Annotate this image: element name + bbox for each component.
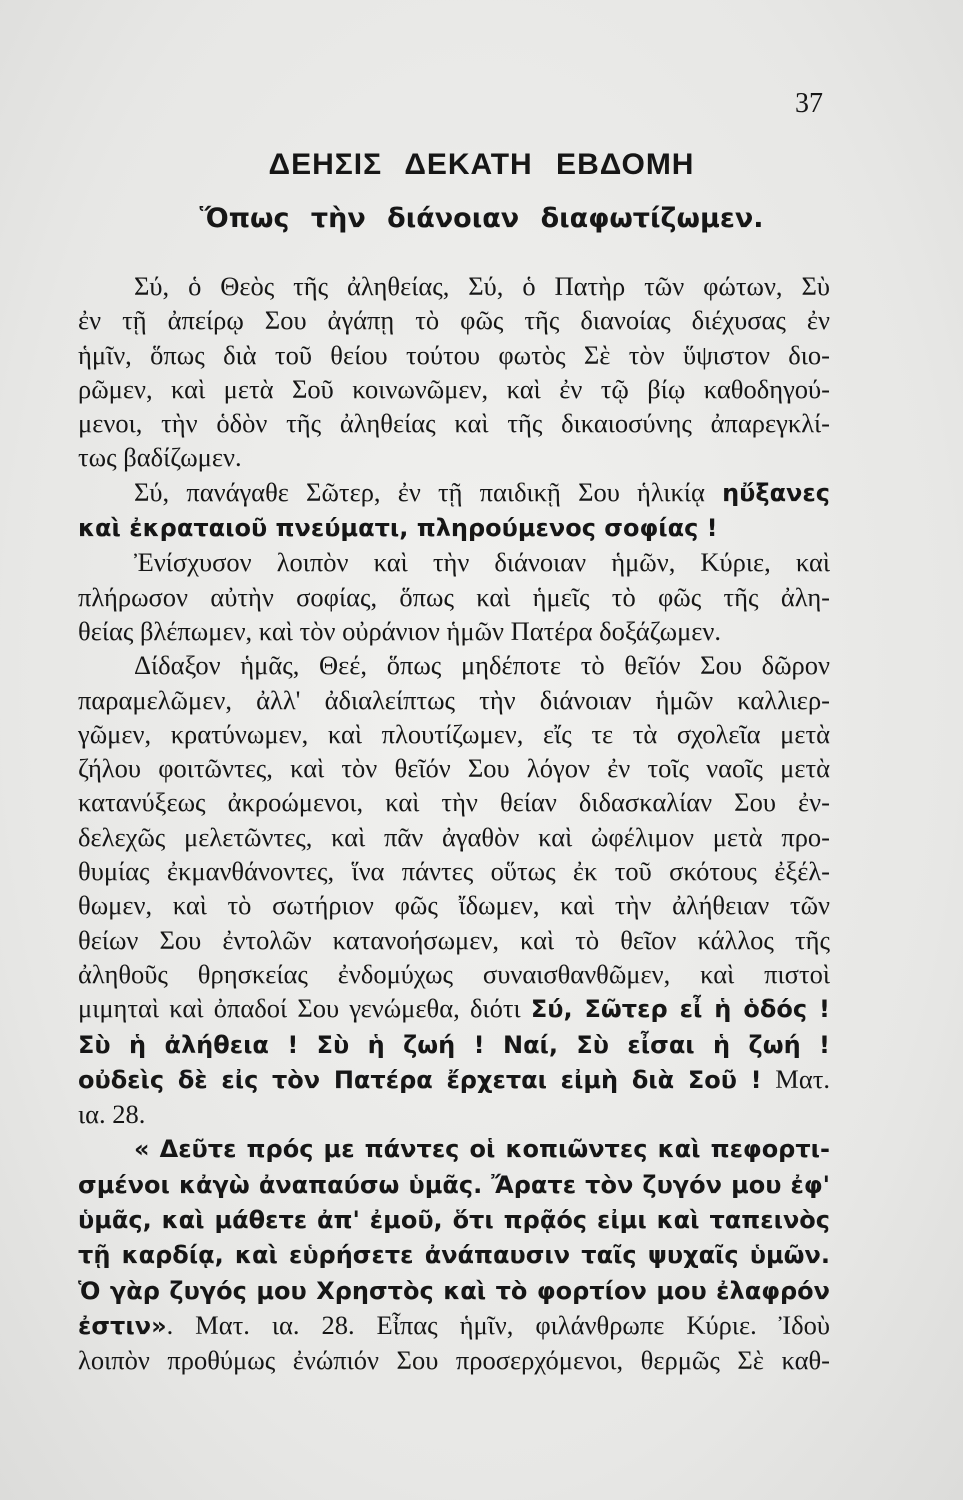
text-line: [78, 957, 830, 991]
text-run: ζήλου φοιτῶντες, καὶ τὸν θεῖόν Σου λόγον ἐν τοῖς ναοῖς μετὰ: [78, 753, 830, 784]
page-number: 37: [795, 88, 823, 119]
text-run: Ἐνίσχυσον λοιπὸν καὶ τὴν διάνοιαν ἡμῶν, Κύριε, καὶ: [134, 547, 830, 578]
text-run: . Ματ. ια. 28. Εἶπας ἡμῖν, φιλάνθρωπε Κύριε. Ἰδοὺ: [166, 1309, 830, 1340]
text-line: [78, 923, 830, 957]
text-run: ἐν τῇ ἀπείρῳ Σου ἀγάπῃ τὸ φῶς τῆς διανοίας διέχυσας ἐν: [78, 305, 830, 336]
text-line: [78, 614, 830, 648]
text-line: [78, 1097, 830, 1131]
text-run: θείων Σου ἐντολῶν κατανοήσωμεν, καὶ τὸ θεῖον κάλλος τῆς: [78, 924, 830, 955]
bold-text-run: ἐστιν»: [78, 1311, 167, 1340]
text-run: τως βαδίζωμεν.: [78, 442, 242, 473]
text-run: θυμίας ἐκμανθάνοντες, ἵνα πάντες οὕτως ἐκ τοῦ σκότους ἐξέλ-: [78, 856, 830, 887]
bold-text-run: Σὺ ἡ ἀλήθεια ! Σὺ ἡ ζωή ! Ναί, Σὺ εἶσαι ἡ ζωή !: [78, 1030, 830, 1059]
text-run: Σύ, ὁ Θεὸς τῆς ἀληθείας, Σύ, ὁ Πατὴρ τῶν φώτων, Σὺ: [134, 271, 830, 301]
text-line: [78, 1062, 830, 1097]
page-title: ΔΕΗΣΙΣ ΔΕΚΑΤΗ ΕΒΔΟΜΗ: [268, 148, 695, 181]
text-run: Δίδαξον ἡμᾶς, Θεέ, ὅπως μηδέποτε τὸ θεῖόν Σου δῶρον: [134, 650, 830, 681]
text-line: [78, 991, 830, 1026]
text-line: [78, 440, 830, 474]
text-line: [78, 269, 830, 303]
text-line: [78, 1202, 830, 1237]
page-subtitle: Ὅπως τὴν διάνοιαν διαφωτίζωμεν.: [199, 203, 764, 234]
text-line: [78, 1167, 830, 1202]
bold-text-run: τῇ καρδίᾳ, καὶ εὑρήσετε ἀνάπαυσιν ταῖς ψυχαῖς ὑμῶν.: [78, 1241, 830, 1270]
bold-text-run: « Δεῦτε πρός με πάντες οἱ κοπιῶντες καὶ πεφορτι-: [134, 1135, 830, 1164]
text-run: μενοι, τὴν ὁδὸν τῆς ἀληθείας καὶ τῆς δικαιοσύνης ἀπαρεγκλί-: [78, 408, 830, 439]
text-run: ια. 28.: [78, 1099, 146, 1130]
text-line: [78, 717, 830, 751]
text-run: ρῶμεν, καὶ μετὰ Σοῦ κοινωνῶμεν, καὶ ἐν τῷ βίῳ καθοδηγού-: [78, 373, 830, 404]
bold-text-run: σμένοι κἀγὼ ἀναπαύσω ὑμᾶς. Ἄρατε τὸν ζυγόν μου ἐφ': [78, 1170, 830, 1199]
text-run: κατανύξεως ἀκροώμενοι, καὶ τὴν θείαν διδασκαλίαν Σου ἐν-: [78, 787, 830, 818]
text-line: [78, 1027, 830, 1062]
text-run: Ματ.: [775, 1063, 830, 1094]
text-run: παραμελῶμεν, ἀλλ' ἀδιαλείπτως τὴν διάνοιαν ἡμῶν καλλιερ-: [78, 684, 830, 715]
text-run: πλήρωσον αὐτὴν σοφίας, ὅπως καὶ ἡμεῖς τὸ φῶς τῆς ἀλη-: [78, 581, 830, 612]
text-run: λοιπὸν προθύμως ἐνώπιόν Σου προσερχόμενοι, θερμῶς Σὲ καθ-: [78, 1345, 830, 1376]
text-run: θείας βλέπωμεν, καὶ τὸν οὐράνιον ἡμῶν Πατέρα δοξάζωμεν.: [78, 615, 722, 646]
body-text: [78, 269, 830, 1378]
text-line: [78, 785, 830, 819]
text-line: [78, 820, 830, 854]
text-line: [78, 888, 830, 922]
text-run: θωμεν, καὶ τὸ σωτήριον φῶς ἴδωμεν, καὶ τὴν ἀλήθειαν τῶν: [78, 890, 830, 921]
text-line: [78, 510, 830, 545]
text-line: [78, 303, 830, 337]
bold-text-run: Σύ, Σῶτερ εἶ ἡ ὁδός !: [530, 995, 830, 1024]
bold-text-run: ὑμᾶς, καὶ μάθετε ἀπ' ἐμοῦ, ὅτι πρᾷός εἰμι καὶ ταπεινὸς: [78, 1206, 830, 1235]
text-run: μιμηταὶ καὶ ὀπαδοί Σου γενώμεθα, διότι: [78, 993, 531, 1024]
bold-text-run: καὶ ἐκραταιοῦ πνεύματι, πληρούμενος σοφίας !: [78, 514, 718, 543]
text-run: Σύ, πανάγαθε Σῶτερ, ἐν τῇ παιδικῇ Σου ἡλικίᾳ: [134, 476, 723, 507]
text-line: [78, 475, 830, 510]
text-run: ἀληθοῦς θρησκείας ἐνδομύχως συναισθανθῶμεν, καὶ πιστοὶ: [78, 958, 830, 989]
text-line: [78, 545, 830, 579]
text-line: [78, 1308, 830, 1343]
text-line: [78, 406, 830, 440]
text-line: [78, 580, 830, 614]
text-line: [78, 648, 830, 682]
text-run: δελεχῶς μελετῶντες, καὶ πᾶν ἀγαθὸν καὶ ὠφέλιμον μετὰ προ-: [78, 821, 830, 852]
text-line: [78, 751, 830, 785]
text-line: [78, 1273, 830, 1308]
text-line: [78, 1343, 830, 1377]
text-run: ἡμῖν, ὅπως διὰ τοῦ θείου τούτου φωτὸς Σὲ τὸν ὕψιστον διο-: [78, 339, 830, 370]
text-line: [78, 372, 830, 406]
text-line: [78, 683, 830, 717]
text-line: [78, 338, 830, 372]
bold-text-run: ηὔξανες: [722, 478, 830, 507]
text-line: [78, 1131, 830, 1166]
text-run: γῶμεν, κρατύνωμεν, καὶ πλουτίζωμεν, εἴς τε τὰ σχολεῖα μετὰ: [78, 718, 830, 749]
text-line: [78, 854, 830, 888]
bold-text-run: οὐδεὶς δὲ εἰς τὸν Πατέρα ἔρχεται εἰμὴ διὰ Σοῦ !: [78, 1065, 776, 1094]
text-line: [78, 1237, 830, 1272]
bold-text-run: Ὁ γὰρ ζυγός μου Χρηστὸς καὶ τὸ φορτίον μου ἐλαφρόν: [78, 1276, 830, 1305]
